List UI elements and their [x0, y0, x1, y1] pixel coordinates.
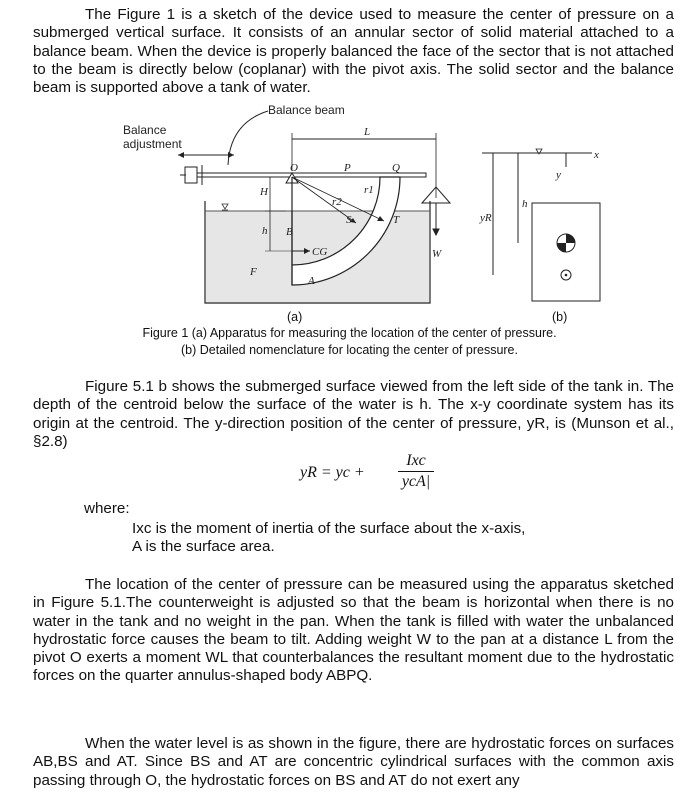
where-label: where:	[84, 500, 130, 517]
equation-lhs: yR = yc +	[300, 464, 365, 481]
apparatus-diagram	[110, 103, 610, 325]
equation-fraction	[398, 452, 434, 491]
label-T: T	[393, 214, 400, 226]
sublabel-a: (a)	[287, 310, 303, 324]
intro-paragraph: The Figure 1 is a sketch of the device used to measure the center of pressure on a submerged vertical surface. It consists of an annular sector of solid material attached to a balance beam. When the device is properly balanced the face of the sector that is not attached to the beam is directly below (coplanar) with the pivot axis. The solid sector and the balance beam is supported above a tank of water.	[33, 6, 674, 97]
beam-pointer	[228, 111, 268, 165]
label-h-right: h	[522, 198, 528, 210]
definition-area: A is the surface area.	[132, 538, 275, 555]
label-x: x	[594, 149, 599, 161]
figure-caption-line-1: Figure 1 (a) Apparatus for measuring the location of the center of pressure.	[142, 326, 557, 340]
label-A: A	[308, 275, 315, 287]
label-h: h	[262, 225, 268, 237]
center-of-pressure-marker	[561, 270, 571, 280]
label-L: L	[364, 126, 371, 138]
label-r1: r1	[364, 184, 374, 196]
label-H: H	[260, 186, 268, 198]
paragraph-centroid: Figure 5.1 b shows the submerged surface viewed from the left side of the tank in. The depth of the centroid below the surface of the water is h. The x-y coordinate system has its origin at the centroid. The y-direction position of the center of pressure, yR, is (Munson et al., §2.8)	[33, 378, 674, 450]
label-P: P	[344, 162, 351, 174]
label-r2: r2	[332, 196, 342, 208]
label-O: O	[290, 162, 298, 174]
label-y: y	[556, 169, 561, 181]
sublabel-b: (b)	[552, 310, 568, 324]
definition-ixc: Ixc is the moment of inertia of the surface about the x-axis,	[132, 520, 526, 537]
equation-denominator: ycA|	[401, 473, 431, 490]
panel-b	[482, 149, 600, 301]
label-CG: CG	[312, 246, 328, 258]
label-S: S	[346, 214, 352, 226]
label-balance-adjustment-2: adjustment	[123, 137, 182, 151]
label-F: F	[250, 266, 257, 278]
figure-caption-line-2: (b) Detailed nomenclature for locating the center of pressure.	[181, 343, 518, 357]
label-balance-beam: Balance beam	[268, 103, 345, 117]
label-yR: yR	[480, 212, 492, 224]
label-balance-adjustment-1: Balance	[123, 123, 167, 137]
equation-numerator: Ixc	[398, 452, 434, 472]
water-level-icon	[222, 204, 228, 209]
label-B: B	[286, 226, 293, 238]
paragraph-hydrostatic-forces: When the water level is as shown in the figure, there are hydrostatic forces on surfaces AB,BS and AT. Since BS and AT are concentric cylindrical surfaces with the common axis passing through O, the hydrostatic forces on BS and AT do not exert any	[33, 735, 674, 789]
label-Q: Q	[392, 162, 400, 174]
label-W: W	[432, 248, 442, 260]
centroid-marker	[557, 234, 575, 252]
paragraph-apparatus: The location of the center of pressure can be measured using the apparatus sketched in Figure 5.1.The counterweight is adjusted so that the beam is horizontal when there is no water in the tank and no weight in the pan. When the tank is filled with water the unbalanced hydrostatic force causes the beam to tilt. Adding weight W to the pan at a distance L from the pivot O exerts a moment WL that counterbalances the resultant moment due to the hydrostatic forces on the quarter annulus-shaped body ABPQ.	[33, 576, 674, 685]
figure-1	[110, 103, 610, 325]
